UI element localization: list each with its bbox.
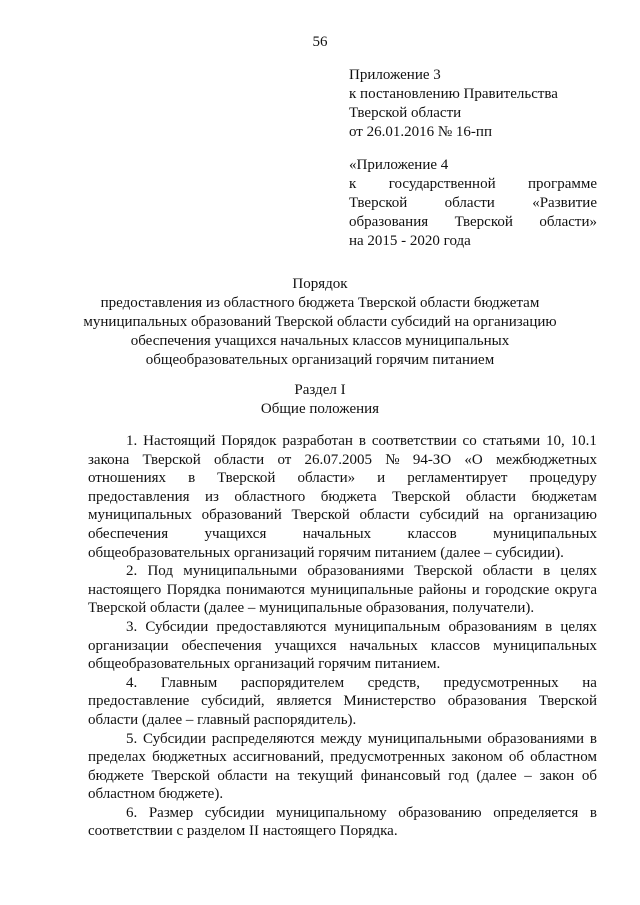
- paragraph-word: регламентирует: [407, 470, 508, 487]
- paragraph-word: бюджетам: [531, 488, 597, 505]
- appendix-3-line: от 26.01.2016 № 16-пп: [349, 124, 492, 140]
- paragraph-word: муниципальные: [310, 581, 414, 598]
- paragraph-word: целях: [560, 563, 597, 580]
- paragraph-word: законом: [451, 749, 503, 766]
- paragraph-word: год: [448, 767, 469, 784]
- paragraph-word: со: [462, 433, 477, 449]
- paragraph-word: соответствии: [371, 433, 457, 449]
- appendix-3-line: Тверской области: [349, 105, 462, 121]
- paragraph-line: [88, 506, 597, 525]
- paragraph-word: обеспечения: [181, 637, 262, 654]
- paragraph-word: (далее: [476, 767, 517, 784]
- paragraph-line: [88, 469, 597, 488]
- paragraph-word: 3.: [126, 618, 138, 635]
- paragraph-word: области (далее – главный распорядитель).: [88, 711, 357, 728]
- paragraph-word: 4.: [126, 674, 138, 691]
- paragraph-word: 10.1: [570, 433, 597, 449]
- paragraph-word: области: [465, 488, 517, 505]
- paragraph-word: ассигнований,: [232, 749, 324, 766]
- paragraph-word: Главным: [160, 674, 218, 691]
- paragraph-word: городские: [485, 581, 550, 598]
- appendix-4-line: [349, 156, 597, 175]
- paragraph-word: муниципальным: [334, 618, 441, 635]
- paragraph-word: в: [589, 804, 597, 821]
- paragraph-word: текущий: [297, 767, 354, 784]
- paragraph-word: в: [543, 563, 551, 580]
- paragraph-line: [88, 674, 597, 693]
- paragraph-word: –: [524, 767, 532, 784]
- paragraph-word: соответствии с разделом II настоящего Порядка.: [88, 823, 398, 840]
- appendix-3-block: [349, 66, 558, 142]
- paragraph-line: [88, 525, 597, 544]
- paragraph-word: муниципальных: [88, 507, 192, 524]
- paragraph-word: Субсидии: [145, 618, 209, 635]
- paragraph-word: предоставление: [88, 693, 190, 710]
- paragraph-line: [88, 804, 597, 823]
- appendix-3-line: Приложение 3: [349, 67, 441, 83]
- document-body: [88, 432, 597, 841]
- appendix-3-line: к постановлению Правительства: [349, 86, 558, 102]
- paragraph-word: целях: [560, 618, 597, 635]
- appendix-4-word: на 2015 - 2020 года: [349, 233, 471, 249]
- appendix-4-word: Тверской: [349, 195, 408, 211]
- paragraph-3: [88, 618, 597, 674]
- paragraph-word: Тверской: [392, 488, 451, 505]
- paragraph-word: начальных: [349, 637, 418, 654]
- appendix-4-word: Тверской: [454, 214, 513, 230]
- appendix-4-block: [349, 156, 597, 251]
- paragraph-line: [88, 544, 597, 563]
- paragraph-word: из: [204, 488, 219, 505]
- paragraph-word: области: [359, 507, 410, 524]
- appendix-4-word: образования: [349, 214, 429, 230]
- paragraph-word: закон: [539, 767, 575, 784]
- paragraph-5: [88, 730, 597, 804]
- section-heading: [0, 381, 640, 419]
- paragraph-word: 10,: [546, 433, 565, 449]
- paragraph-word: округа: [554, 581, 597, 598]
- paragraph-word: средств,: [367, 674, 420, 691]
- paragraph-word: статьями: [482, 433, 541, 449]
- paragraph-word: образованиям: [448, 618, 538, 635]
- paragraph-word: районы: [418, 581, 467, 598]
- paragraph-word: Тверской: [142, 451, 201, 468]
- paragraph-word: закона: [88, 451, 130, 468]
- paragraph-2: [88, 562, 597, 618]
- paragraph-word: «О: [464, 451, 483, 468]
- paragraph-word: Порядок: [221, 433, 277, 449]
- paragraph-word: учащихся: [204, 525, 267, 542]
- paragraph-line: [88, 599, 597, 618]
- paragraph-word: областном: [530, 749, 597, 766]
- paragraph-word: организации: [88, 637, 169, 654]
- paragraph-word: Тверской области (далее – муниципальные образования, получатели).: [88, 600, 535, 617]
- paragraph-word: распорядителем: [240, 674, 345, 691]
- paragraph-word: бюджета: [320, 488, 377, 505]
- paragraph-word: в: [358, 433, 366, 449]
- paragraph-word: области: [482, 563, 533, 580]
- appendix-4-word: государственной: [388, 176, 496, 192]
- appendix-4-line: [349, 232, 597, 251]
- title-heading: Порядок: [292, 276, 348, 292]
- paragraph-word: бюджетных: [152, 749, 227, 766]
- paragraph-word: предоставления: [88, 488, 190, 505]
- paragraph-word: Субсидии: [143, 730, 206, 747]
- paragraph-line: [88, 451, 597, 470]
- appendix-4-word: области: [444, 195, 495, 211]
- paragraph-word: образования: [447, 693, 527, 710]
- paragraph-word: области: [214, 451, 265, 468]
- paragraph-word: Тверской: [538, 693, 597, 710]
- paragraph-word: от: [277, 451, 292, 468]
- paragraph-word: на: [582, 674, 597, 691]
- section-number: Раздел I: [294, 382, 346, 398]
- paragraph-word: образований: [201, 507, 282, 524]
- paragraph-word: бюджете: [88, 767, 144, 784]
- title-line: предоставления из областного бюджета Тверской области бюджетам: [100, 295, 540, 311]
- paragraph-word: начальных: [302, 525, 372, 542]
- paragraph-word: процедуру: [529, 470, 597, 487]
- paragraph-line: [88, 730, 597, 749]
- paragraph-word: в: [188, 470, 196, 487]
- appendix-4-word: к: [349, 176, 357, 192]
- paragraph-word: образованиями: [487, 730, 585, 747]
- paragraph-line: [88, 618, 597, 637]
- paragraph-word: предусмотренных: [330, 749, 446, 766]
- paragraph-word: Порядка: [166, 581, 221, 598]
- paragraph-line: [88, 655, 597, 674]
- paragraph-line: [88, 637, 597, 656]
- paragraph-word: 2.: [126, 563, 138, 580]
- paragraph-word: субсидии: [204, 804, 265, 821]
- document-title: [0, 275, 640, 370]
- paragraph-word: предоставляются: [216, 618, 327, 635]
- paragraph-6: [88, 804, 597, 841]
- appendix-4-word: «Приложение 4: [349, 157, 449, 173]
- page-number: 56: [312, 34, 328, 50]
- paragraph-word: субсидий: [419, 507, 480, 524]
- paragraph-line: [88, 785, 597, 804]
- paragraph-word: Тверской: [217, 470, 276, 487]
- paragraph-word: в: [589, 730, 597, 747]
- paragraph-word: классов: [430, 637, 481, 654]
- paragraph-word: распределяются: [211, 730, 315, 747]
- paragraph-word: об: [508, 749, 524, 766]
- paragraph-word: учащихся: [274, 637, 337, 654]
- paragraph-word: разработан: [282, 433, 353, 449]
- title-line: обеспечения учащихся начальных классов муниципальных: [130, 333, 510, 349]
- paragraph-word: Тверской: [151, 767, 210, 784]
- paragraph-word: Тверской: [291, 507, 350, 524]
- paragraph-word: об: [581, 767, 597, 784]
- paragraph-word: муниципальных: [493, 525, 597, 542]
- paragraph-word: 26.07.2005: [304, 451, 373, 468]
- paragraph-word: является: [276, 693, 332, 710]
- paragraph-word: 5.: [126, 730, 138, 747]
- paragraph-line: [88, 767, 597, 786]
- paragraph-line: [88, 692, 597, 711]
- paragraph-word: между: [320, 730, 362, 747]
- title-line: муниципальных образований Тверской области субсидий на организацию: [83, 314, 557, 330]
- paragraph-word: муниципальными: [367, 730, 482, 747]
- paragraph-word: 94-ЗО: [412, 451, 452, 468]
- appendix-4-line: [349, 175, 597, 194]
- paragraph-word: областного: [234, 488, 306, 505]
- paragraph-word: настоящего: [88, 581, 162, 598]
- appendix-4-line: [349, 194, 597, 213]
- paragraph-line: [88, 748, 597, 767]
- paragraph-word: №: [385, 451, 400, 468]
- paragraph-word: пределах: [88, 749, 146, 766]
- paragraph-word: определяется: [493, 804, 579, 821]
- paragraph-word: Размер: [148, 804, 194, 821]
- paragraph-word: предусмотренных: [443, 674, 559, 691]
- paragraph-word: и: [377, 470, 386, 487]
- paragraph-word: обеспечения: [88, 525, 169, 542]
- paragraph-word: области»: [297, 470, 356, 487]
- section-name: Общие положения: [260, 401, 380, 417]
- paragraph-word: 6.: [126, 804, 138, 821]
- paragraph-word: отношениях: [88, 470, 167, 487]
- paragraph-line: [88, 488, 597, 507]
- paragraph-word: на: [488, 507, 504, 524]
- paragraph-word: 1.: [126, 433, 138, 449]
- appendix-4-word: области»: [539, 214, 597, 230]
- paragraph-word: понимаются: [226, 581, 305, 598]
- appendix-4-line: [349, 213, 597, 232]
- paragraph-word: организацию: [513, 507, 597, 524]
- paragraph-word: образованиями: [307, 563, 404, 580]
- paragraph-word: образованию: [398, 804, 482, 821]
- paragraph-1: [88, 432, 597, 562]
- title-line: общеобразовательных организаций горячим питанием: [145, 352, 495, 368]
- paragraph-word: в: [545, 618, 553, 635]
- paragraph-word: и: [471, 581, 480, 598]
- paragraph-4: [88, 674, 597, 730]
- paragraph-word: области: [217, 767, 268, 784]
- paragraph-word: классов: [407, 525, 457, 542]
- paragraph-line: [88, 822, 597, 841]
- appendix-4-word: «Развитие: [532, 195, 597, 211]
- paragraph-word: общеобразовательных организаций горячим питанием.: [88, 656, 441, 673]
- paragraph-word: муниципальному: [276, 804, 387, 821]
- appendix-4-word: программе: [528, 176, 597, 192]
- paragraph-line: [88, 432, 597, 451]
- paragraph-line: [88, 581, 597, 600]
- paragraph-line: [88, 711, 597, 730]
- paragraph-word: финансовый: [360, 767, 441, 784]
- paragraph-word: на: [275, 767, 290, 784]
- paragraph-word: Министерство: [343, 693, 436, 710]
- paragraph-word: муниципальными: [183, 563, 298, 580]
- paragraph-word: общеобразовательных организаций горячим питанием (далее – субсидии).: [88, 544, 564, 561]
- paragraph-word: Настоящий: [143, 433, 216, 449]
- paragraph-line: [88, 562, 597, 581]
- paragraph-word: Под: [147, 563, 174, 580]
- paragraph-word: субсидий,: [201, 693, 265, 710]
- paragraph-word: межбюджетных: [495, 451, 597, 468]
- paragraph-word: муниципальных: [493, 637, 597, 654]
- paragraph-word: областном бюджете).: [88, 786, 224, 803]
- paragraph-word: Тверской: [414, 563, 473, 580]
